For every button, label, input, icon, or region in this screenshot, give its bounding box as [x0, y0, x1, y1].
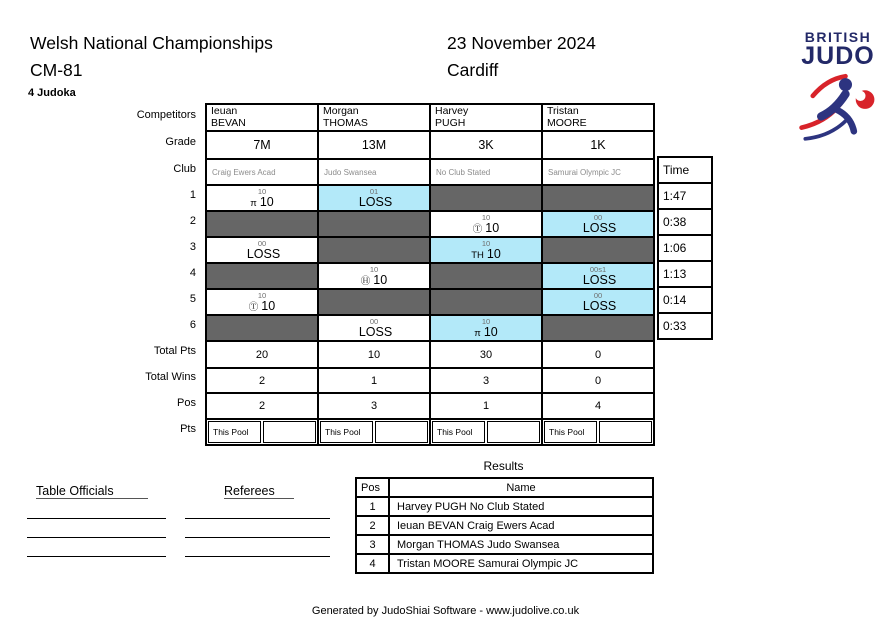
- row-label-match-1: 1: [189, 189, 196, 201]
- club-cell: No Club Stated: [430, 159, 542, 185]
- score-detail: 00: [593, 291, 603, 300]
- score-detail: 10: [481, 213, 491, 222]
- match-result-cell: [542, 263, 654, 289]
- match-result-cell: [318, 211, 430, 237]
- results-row: [356, 535, 653, 554]
- match-result-cell: [318, 315, 430, 341]
- total-pts-row: [206, 341, 654, 368]
- total-wins-cell: 3: [430, 368, 542, 393]
- results-table: [355, 477, 654, 574]
- row-label-total-pts: Total Pts: [153, 345, 196, 357]
- row-label-pos: Pos: [177, 397, 196, 409]
- pts-cell: [206, 419, 318, 445]
- row-label-club: Club: [173, 163, 196, 175]
- pts-row: [206, 419, 654, 445]
- row-label-competitors: Competitors: [136, 109, 196, 121]
- match-result-cell: [430, 263, 542, 289]
- result-pos: 4: [356, 554, 389, 573]
- total-pts-cell: 0: [542, 341, 654, 368]
- score-detail: 10: [481, 317, 491, 326]
- table-officials-heading: Table Officials: [36, 484, 148, 499]
- event-location: Cardiff: [447, 60, 499, 80]
- match-result-cell: [542, 315, 654, 341]
- match-score: LOSS: [582, 273, 617, 287]
- match-result-cell: [318, 289, 430, 315]
- row-label-match-6: 6: [189, 319, 196, 331]
- match-score: 10: [483, 325, 498, 339]
- signature-line: [185, 518, 330, 519]
- match-score: 10: [485, 221, 500, 235]
- match-result-cell: [206, 185, 318, 211]
- results-header-pos: Pos: [356, 478, 389, 497]
- match-result-cell: [318, 185, 430, 211]
- match-time: 1:13: [658, 261, 712, 287]
- total-wins-cell: 1: [318, 368, 430, 393]
- row-label-match-2: 2: [189, 215, 196, 227]
- technique-code: Ⓣ: [472, 224, 483, 235]
- position-cell: 1: [430, 393, 542, 419]
- match-score: LOSS: [582, 221, 617, 235]
- score-detail: 01: [369, 187, 379, 196]
- match-score: 10: [261, 299, 276, 313]
- grade-cell: 1K: [542, 131, 654, 159]
- results-header-name: Name: [389, 478, 653, 497]
- position-cell: 4: [542, 393, 654, 419]
- match-score: 10: [373, 273, 388, 287]
- pts-value-box: [375, 421, 428, 443]
- total-wins-cell: 0: [542, 368, 654, 393]
- competitor-last-name: BEVAN: [211, 116, 246, 129]
- result-pos: 3: [356, 535, 389, 554]
- technique-code: Ⓣ: [248, 302, 259, 313]
- match-score: LOSS: [358, 325, 393, 339]
- match-result-cell: [206, 263, 318, 289]
- match-row-3: [206, 237, 654, 263]
- score-detail: 00: [257, 239, 267, 248]
- position-cell: 3: [318, 393, 430, 419]
- grade-row: [206, 131, 654, 159]
- results-row: [356, 497, 653, 516]
- logo-text-judo: JUDO: [801, 42, 875, 70]
- match-score: LOSS: [582, 299, 617, 313]
- match-score: 10: [486, 247, 501, 261]
- grade-cell: 13M: [318, 131, 430, 159]
- logo-text-british: BRITISH: [804, 29, 872, 45]
- match-score: LOSS: [246, 247, 281, 261]
- match-result-cell: [542, 237, 654, 263]
- technique-code: π: [474, 328, 481, 339]
- match-result-cell: [542, 185, 654, 211]
- score-detail: 00: [369, 317, 379, 326]
- match-row-5: [206, 289, 654, 315]
- pts-cell: [542, 419, 654, 445]
- competitor-cell: [318, 104, 430, 131]
- category-title: CM-81: [30, 60, 83, 80]
- row-label-grade: Grade: [165, 136, 196, 148]
- row-label-match-5: 5: [189, 293, 196, 305]
- match-result-cell: [206, 289, 318, 315]
- match-time: 0:14: [658, 287, 712, 313]
- total-wins-cell: 2: [206, 368, 318, 393]
- match-row-2: [206, 211, 654, 237]
- result-name: Morgan THOMAS Judo Swansea: [389, 535, 653, 554]
- score-detail: 10: [257, 187, 267, 196]
- technique-code: π: [250, 198, 257, 209]
- footer-credit: Generated by JudoShiai Software - www.judolive.co.uk: [311, 605, 580, 617]
- competitor-cell: [430, 104, 542, 131]
- results-header-row: [356, 478, 653, 497]
- competitor-cell: [206, 104, 318, 131]
- score-detail: 10: [481, 239, 491, 248]
- result-pos: 1: [356, 497, 389, 516]
- club-row: [206, 159, 654, 185]
- match-time: 0:38: [658, 209, 712, 235]
- total-pts-cell: 20: [206, 341, 318, 368]
- competitor-last-name: MOORE: [547, 116, 587, 129]
- match-result-cell: [206, 211, 318, 237]
- signature-line: [27, 556, 166, 557]
- score-detail: 10: [369, 265, 379, 274]
- event-date: 23 November 2024: [447, 33, 596, 53]
- row-label-total-wins: Total Wins: [145, 371, 196, 383]
- match-result-cell: [542, 211, 654, 237]
- this-pool-box: This Pool: [208, 421, 261, 443]
- match-row-4: [206, 263, 654, 289]
- pool-table: [205, 103, 655, 446]
- result-name: Tristan MOORE Samurai Olympic JC: [389, 554, 653, 573]
- score-detail: 00s1: [589, 265, 607, 274]
- competitor-first-name: Morgan: [323, 105, 359, 117]
- total-wins-row: [206, 368, 654, 393]
- this-pool-box: This Pool: [544, 421, 597, 443]
- signature-line: [27, 518, 166, 519]
- pts-value-box: [487, 421, 540, 443]
- event-title: Welsh National Championships: [30, 33, 273, 53]
- score-detail: 10: [257, 291, 267, 300]
- match-time: 1:06: [658, 235, 712, 261]
- pts-cell: [430, 419, 542, 445]
- competitor-last-name: THOMAS: [323, 116, 368, 129]
- total-pts-cell: 30: [430, 341, 542, 368]
- competitor-first-name: Harvey: [435, 105, 469, 117]
- match-row-6: [206, 315, 654, 341]
- match-result-cell: [430, 315, 542, 341]
- competitor-cell: [542, 104, 654, 131]
- match-score: LOSS: [358, 195, 393, 209]
- results-row: [356, 516, 653, 535]
- time-column: [657, 156, 713, 340]
- match-result-cell: [430, 211, 542, 237]
- club-cell: Judo Swansea: [318, 159, 430, 185]
- match-score: 10: [259, 195, 274, 209]
- position-cell: 2: [206, 393, 318, 419]
- signature-line: [185, 556, 330, 557]
- pts-value-box: [263, 421, 316, 443]
- club-cell: Samurai Olympic JC: [542, 159, 654, 185]
- signature-line: [27, 537, 166, 538]
- result-pos: 2: [356, 516, 389, 535]
- grade-cell: 7M: [206, 131, 318, 159]
- competitor-first-name: Ieuan: [211, 105, 238, 117]
- competitors-row: [206, 104, 654, 131]
- this-pool-box: This Pool: [320, 421, 373, 443]
- match-row-1: [206, 185, 654, 211]
- row-label-pts: Pts: [180, 423, 196, 435]
- row-label-match-3: 3: [189, 241, 196, 253]
- match-result-cell: [542, 289, 654, 315]
- technique-code: TH: [471, 250, 484, 261]
- match-time: 0:33: [658, 313, 712, 339]
- match-result-cell: [430, 237, 542, 263]
- referees-heading: Referees: [224, 484, 294, 499]
- match-result-cell: [430, 185, 542, 211]
- match-result-cell: [318, 237, 430, 263]
- time-header: Time: [658, 157, 712, 183]
- match-time: 1:47: [658, 183, 712, 209]
- score-detail: 00: [593, 213, 603, 222]
- british-judo-logo: [793, 30, 883, 150]
- results-title: Results: [483, 459, 524, 473]
- this-pool-box: This Pool: [432, 421, 485, 443]
- total-pts-cell: 10: [318, 341, 430, 368]
- result-name: Harvey PUGH No Club Stated: [389, 497, 653, 516]
- competitor-first-name: Tristan: [547, 105, 579, 117]
- match-result-cell: [206, 315, 318, 341]
- competitor-last-name: PUGH: [435, 116, 466, 129]
- pts-value-box: [599, 421, 652, 443]
- results-row: [356, 554, 653, 573]
- technique-code: Ⓗ: [360, 276, 371, 287]
- position-row: [206, 393, 654, 419]
- pts-cell: [318, 419, 430, 445]
- match-result-cell: [430, 289, 542, 315]
- match-result-cell: [206, 237, 318, 263]
- club-cell: Craig Ewers Acad: [206, 159, 318, 185]
- judo-figure-icon: [796, 71, 880, 145]
- result-name: Ieuan BEVAN Craig Ewers Acad: [389, 516, 653, 535]
- row-label-match-4: 4: [189, 267, 196, 279]
- signature-line: [185, 537, 330, 538]
- grade-cell: 3K: [430, 131, 542, 159]
- match-result-cell: [318, 263, 430, 289]
- judoka-count: 4 Judoka: [28, 87, 76, 99]
